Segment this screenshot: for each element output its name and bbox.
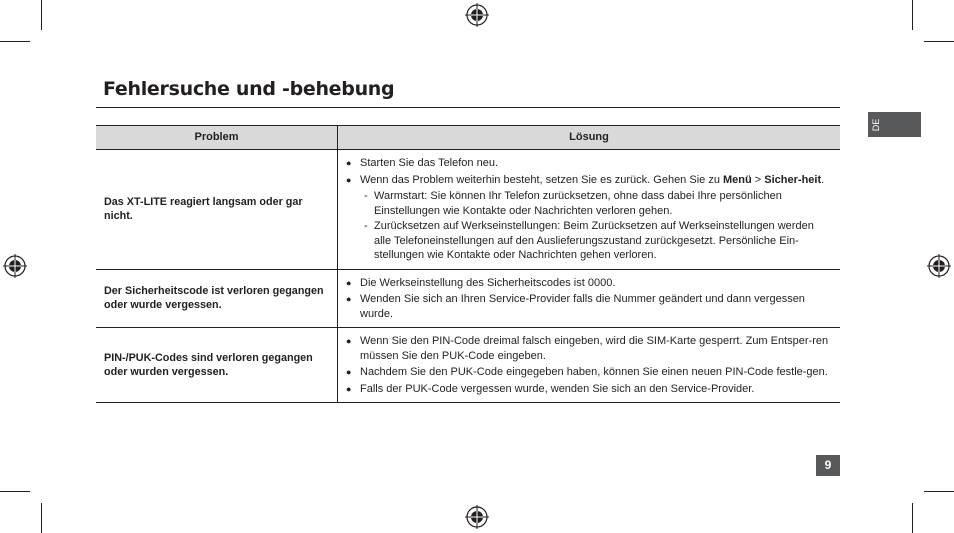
table-header-row xyxy=(96,126,840,150)
registration-mark-icon xyxy=(465,505,489,529)
problem-cell: PIN-/PUK-Codes sind verloren gegangen oder wurden vergessen. xyxy=(96,328,338,403)
period: . xyxy=(821,173,825,186)
menu-term: Menü xyxy=(723,173,752,186)
registration-mark-icon xyxy=(3,254,27,278)
sub-list-item: - Warmstart: Sie können Ihr Telefon zurücksetzen, ohne dass dabei Ihre persönlichen Einstellungen wie Kontakte oder Nachrichten verloren gehen. xyxy=(360,189,832,218)
solution-cell xyxy=(338,328,841,403)
registration-mark-icon xyxy=(465,3,489,27)
table-row xyxy=(96,328,840,403)
crop-mark xyxy=(41,0,42,30)
list-item: ● Wenn Sie den PIN-Code dreimal falsch eingeben, wird die SIM-Karte gesperrt. Zum Entsper-ren müssen Sie den PUK-Code eingeben. xyxy=(346,334,832,363)
table-row xyxy=(96,269,840,328)
crop-mark xyxy=(924,491,954,492)
list-item: ● Die Werkseinstellung des Sicherheitscodes ist 0000. xyxy=(346,276,832,291)
solution-list xyxy=(346,156,832,263)
list-item: ● Starten Sie das Telefon neu. xyxy=(346,156,832,171)
list-item: ● Falls der PUK-Code vergessen wurde, wenden Sie sich an den Service-Provider. xyxy=(346,382,832,397)
list-item: ● Wenden Sie sich an Ihren Service-Provider falls die Nummer geändert und dann vergessen wurde. xyxy=(346,292,832,321)
list-item-text: Wenn das Problem weiterhin besteht, setzen Sie es zurück. Gehen Sie zu xyxy=(360,173,723,186)
sub-list-item: - Zurücksetzen auf Werkseinstellungen: Beim Zurücksetzen auf Werkseinstellungen werden alle Telefoneinstellungen auf den Auslieferungszustand zurückgesetzt. Persönliche Ein-stellungen wie Kontakte oder Nachrichten gehen verloren. xyxy=(360,219,832,263)
page-number: 9 xyxy=(816,455,840,476)
crop-mark xyxy=(41,503,42,533)
table-row xyxy=(96,150,840,270)
solution-list xyxy=(346,276,832,322)
security-term: Sicher-heit xyxy=(764,173,822,186)
crop-mark xyxy=(912,503,913,533)
header-problem: Problem xyxy=(96,126,338,150)
language-tab xyxy=(868,112,921,137)
crop-mark xyxy=(0,491,30,492)
list-item xyxy=(346,173,832,263)
separator: > xyxy=(751,173,765,186)
problem-cell: Das XT-LITE reagiert langsam oder gar nicht. xyxy=(96,150,338,270)
header-solution: Lösung xyxy=(338,126,841,150)
title-divider xyxy=(96,107,840,108)
registration-mark-icon xyxy=(927,254,951,278)
crop-mark xyxy=(924,41,954,42)
crop-mark xyxy=(0,41,30,42)
problem-cell: Der Sicherheitscode ist verloren gegangen oder wurde vergessen. xyxy=(96,269,338,328)
crop-mark xyxy=(912,0,913,30)
language-tab-label: DE xyxy=(871,118,881,132)
page-title: Fehlersuche und -behebung xyxy=(103,78,395,100)
list-item: ● Nachdem Sie den PUK-Code eingegeben haben, können Sie einen neuen PIN-Code festle-gen. xyxy=(346,365,832,380)
sub-list xyxy=(360,189,832,263)
solution-cell xyxy=(338,150,841,270)
solution-cell xyxy=(338,269,841,328)
troubleshooting-table xyxy=(96,125,840,403)
solution-list xyxy=(346,334,832,396)
